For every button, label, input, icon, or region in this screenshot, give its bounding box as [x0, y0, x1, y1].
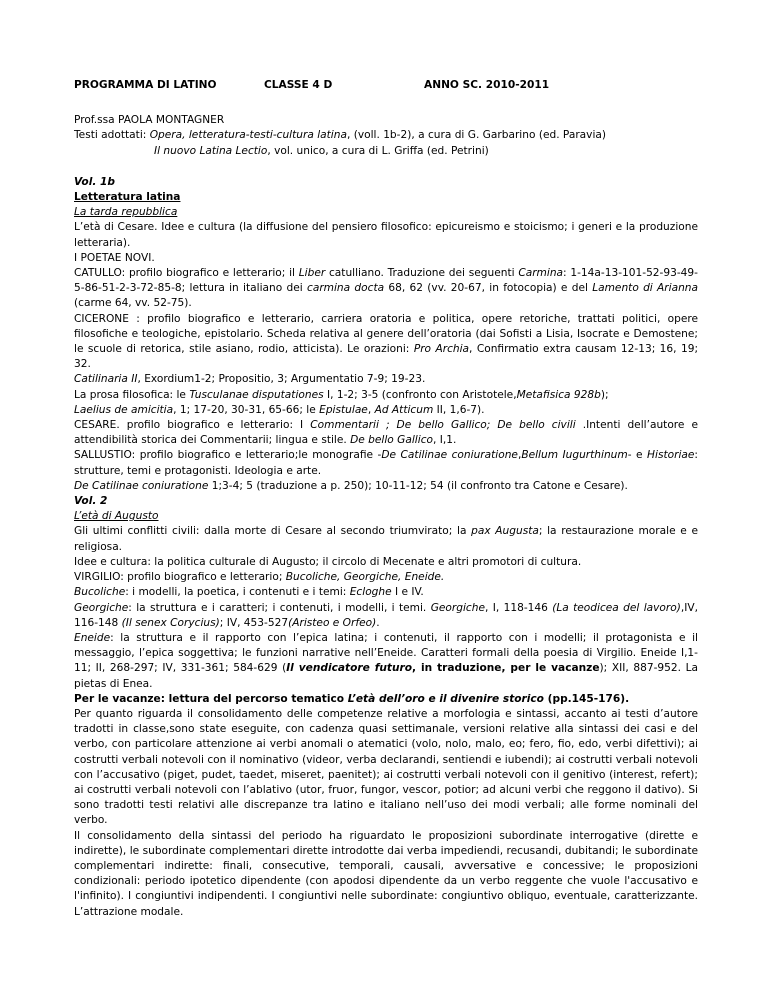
subsection-heading: La tarda repubblica [74, 206, 178, 219]
document-header [74, 78, 698, 93]
paragraph-morfologia-sintassi: Per quanto riguarda il consolidamento delle competenze relative a morfologia e sintassi, accanto ai testi d’autore tradotti in classe,sono state eseguite, con cadenza quasi settimanale, versioni relative alla sintassi dei casi e del verbo, con particolare attenzione ai verbi anomali o atematici (volo, nolo, malo, eo; fero, fio, edo, verbi difettivi); ai costrutti verbali notevoli con il nominativo (videor, verba declarandi, sentiendi e iubendi); ai costrutti verbali notevoli con l’accusativo (piget, pudet, taedet, miseret, paenitet); ai costrutti verbali notevoli con il genitivo (interest, refert); ai costrutti verbali notevoli con l’ablativo (utor, fruor, fungor, vescor, potior; ad alcuni verbi che reggono il dativo). Si sono tradotti testi relativi alle discrepanze tra latino e italiano nell’uso dei modi verbali; alle forme nominali del verbo. [74, 707, 698, 827]
volume-1b-heading: Vol. 1b [74, 175, 116, 188]
paragraph-conflitti: Gli ultimi conflitti civili: dalla morte di Cesare al secondo triumvirato; la pax Augusta; la restaurazione morale e e religiosa. [74, 525, 698, 553]
paragraph-poetae-novi: I POETAE NOVI. [74, 251, 155, 264]
paragraph-sintassi-periodo: Il consolidamento della sintassi del periodo ha riguardato le proposizioni subordinate interrogative (dirette e indirette), le subordinate complementari dirette introdotte dai verba impediendi, recusandi, dubitandi; le subordinate complementari indirette: finali, consecutive, temporali, causali, avversative e concessive; le proposizioni condizionali: periodo ipotetico dipendente (con apodosi dipendente da un verbo reggente che vuole l'accusativo e l'infinito). I congiuntivi indipendenti. I congiuntivi nelle subordinate: congiuntivo obliquo, eventuale, caratterizzante. L’attrazione modale. [74, 829, 698, 918]
paragraph-catullo: CATULLO: profilo biografico e letterario; il Liber catulliano. Traduzione dei seguenti Carmina: 1-14a-13-101-52-93-49-5-86-51-2-3-72-85-8; lettura in italiano dei carmina docta 68, 62 (vv. 20-67, in fotocopia) e del Lamento di Arianna (carme 64, vv. 52-75). [74, 267, 699, 310]
teacher-name: Prof.ssa PAOLA MONTAGNER [74, 114, 225, 127]
paragraph-prosa-filosofica: La prosa filosofica: le Tusculanae disputationes I, 1-2; 3-5 (confronto con Aristotele,Metafisica 928b); [74, 388, 609, 401]
paragraph-idee-cultura: Idee e cultura: la politica culturale di Augusto; il circolo di Mecenate e altri promotori di cultura. [74, 555, 582, 568]
paragraph-virgilio: VIRGILIO: profilo biografico e letterario; Bucoliche, Georgiche, Eneide. [74, 571, 445, 584]
paragraph-bucoliche: Bucoliche: i modelli, la poetica, i contenuti e i temi: Ecloghe I e IV. [74, 586, 424, 599]
paragraph-eneide: Eneide: la struttura e il rapporto con l’epica latina; i contenuti, il rapporto con i modelli; il protagonista e il messaggio, l’epica soggettiva; le funzioni narrative nell’Eneide. Caratteri formali della poesia di Virgilio. Eneide I,1-11; II, 268-297; IV, 331-361; 584-629 (Il vendicatore futuro, in traduzione, per le vacanze); XII, 887-952. La pietas di Enea. [74, 631, 698, 690]
paragraph-vacanze: Per le vacanze: lettura del percorso tematico L’età dell’oro e il divenire storico (pp.145-176). [74, 692, 630, 705]
paragraph-cesare: CESARE. profilo biografico e letterario: I Commentarii ; De bello Gallico; De bello civili .Intenti dell’autore e attendibilità storica dei Commentarii; lingua e stile. De bello Gallico, I,1. [74, 419, 699, 447]
class-label: CLASSE 4 D [264, 79, 333, 91]
paragraph-sallustio: SALLUSTIO: profilo biografico e letterario;le monografie -De Catilinae coniuratione,Bellum Iugurthinum- e Historiae: strutture, temi e protagonisti. Ideologia e arte. [74, 449, 698, 477]
adopted-texts-line-1: Testi adottati: Opera, letteratura-testi-cultura latina, (voll. 1b-2), a cura di G. Garbarino (ed. Paravia) [74, 129, 607, 142]
adopted-texts-line-2: Il nuovo Latina Lectio, vol. unico, a cura di L. Griffa (ed. Petrini) [154, 144, 489, 157]
school-year: ANNO SC. 2010-2011 [424, 79, 550, 91]
subject-title: PROGRAMMA DI LATINO [74, 79, 217, 91]
document-page [74, 78, 698, 920]
paragraph-laelius: Laelius de amicitia, 1; 17-20, 30-31, 65-66; le Epistulae, Ad Atticum II, 1,6-7). [74, 403, 485, 416]
paragraph-georgiche: Georgiche: la struttura e i caratteri; i contenuti, i modelli, i temi. Georgiche, I, 118-146 (La teodicea del lavoro),IV, 116-148 (Il senex Corycius); IV, 453-527(Aristeo e Orfeo). [74, 601, 698, 629]
volume-2-heading: Vol. 2 [74, 495, 108, 508]
section-heading: Letteratura latina [74, 191, 181, 204]
paragraph-cicerone: CICERONE : profilo biografico e letterario, carriera oratoria e politica, opere retoriche, trattati politici, opere filosofiche e teologiche, epistolario. Scheda relativa al genere dell’oratoria (dai Sofisti a Lisia, Isocrate e Demostene; le scuole di retorica, stile asiano, rodio, atticista). Le orazioni: Pro Archia, Confirmatio extra causam 12-13; 16, 19; 32. [74, 312, 699, 371]
subsection-augusto: L’età di Augusto [74, 510, 159, 523]
paragraph-catilinaria: Catilinaria II, Exordium1-2; Propositio, 3; Argumentatio 7-9; 19-23. [74, 373, 426, 386]
paragraph-catilinae-texts: De Catilinae coniuratione 1;3-4; 5 (traduzione a p. 250); 10-11-12; 54 (il confronto tra Catone e Cesare). [74, 479, 628, 492]
paragraph-eta-cesare: L’età di Cesare. Idee e cultura (la diffusione del pensiero filosofico: epicureismo e stoicismo; i generi e la produzione letteraria). [74, 221, 698, 249]
